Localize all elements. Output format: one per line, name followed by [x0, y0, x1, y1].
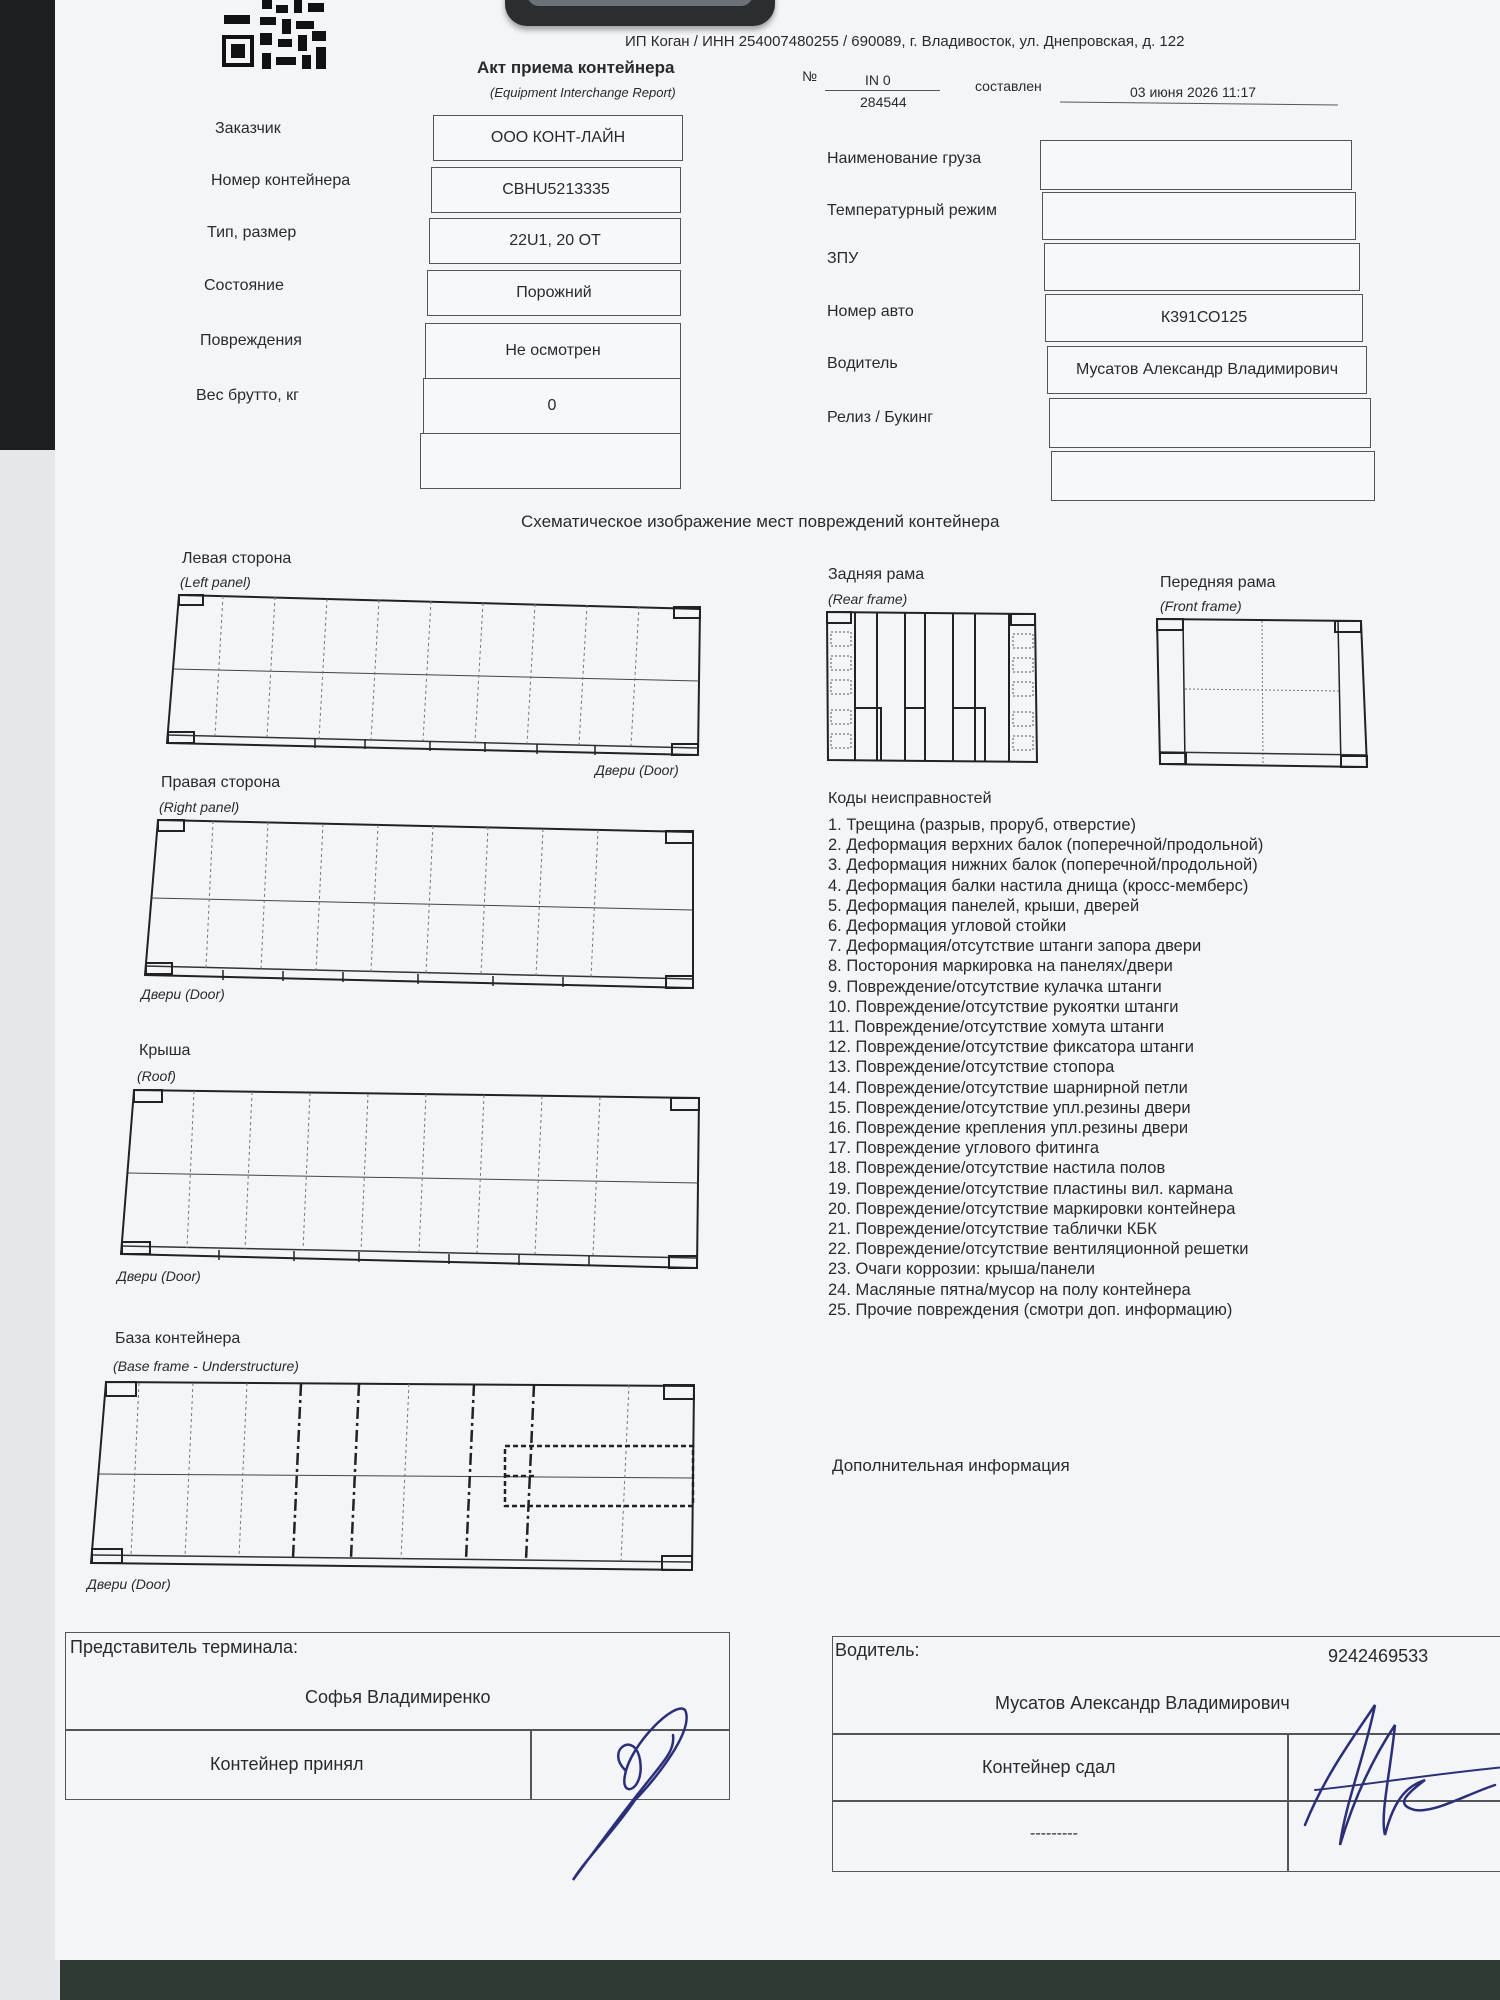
- field-label-customer: Заказчик: [215, 120, 281, 137]
- defect-code-item: 4. Деформация балки настила днища (кросс-мемберс): [828, 876, 1249, 895]
- field-label-vehicle-number: Номер авто: [827, 303, 914, 320]
- field-value-release-booking: [1049, 398, 1371, 448]
- terminal-signature-icon: [565, 1690, 735, 1890]
- defect-code-item: 5. Деформация панелей, крыши, дверей: [828, 896, 1140, 915]
- defect-code-item: 9. Повреждение/отсутствие кулачка штанги: [828, 977, 1162, 996]
- defect-code-item: 3. Деформация нижних балок (поперечной/продольной): [828, 856, 1258, 875]
- number-underline: [825, 90, 940, 91]
- left-panel-door: Двери (Door): [595, 762, 679, 778]
- defect-code-item: 20. Повреждение/отсутствие маркировки контейнера: [828, 1199, 1236, 1218]
- number-sub: 284544: [860, 94, 907, 110]
- defect-code-item: 15. Повреждение/отсутствие упл.резины двери: [828, 1098, 1191, 1117]
- roof-label: Крыша: [139, 1042, 191, 1059]
- front-frame-sub: (Front frame): [1160, 598, 1242, 614]
- field-value-state: Порожний: [427, 270, 681, 316]
- rear-frame-diagram: [825, 610, 1040, 765]
- defect-codes-title: Коды неисправностей: [828, 790, 992, 807]
- field-label-gross-weight: Вес брутто, кг: [196, 387, 299, 404]
- terminal-rep-action: Контейнер принял: [210, 1754, 364, 1774]
- right-panel-label: Правая сторона: [161, 774, 281, 791]
- defect-code-item: 1. Трещина (разрыв, проруб, отверстие): [828, 816, 1137, 834]
- defect-code-item: 10. Повреждение/отсутствие рукоятки штанги: [828, 997, 1179, 1016]
- document-page: [55, 0, 1500, 1960]
- defect-code-item: 23. Очаги коррозии: крыша/панели: [828, 1260, 1095, 1279]
- field-value-vehicle-number: К391СО125: [1045, 294, 1363, 342]
- right-panel-sub: (Right panel): [159, 799, 240, 815]
- rear-frame-sub: (Rear frame): [828, 591, 908, 607]
- field-value-type-size: 22U1, 20 OT: [429, 218, 681, 264]
- driver-phone: 9242469533: [1328, 1646, 1429, 1666]
- field-label-container-number: Номер контейнера: [211, 172, 351, 189]
- composed-label: составлен: [975, 78, 1042, 94]
- additional-info-label: Дополнительная информация: [832, 1456, 1070, 1475]
- field-label-type-size: Тип, размер: [207, 224, 297, 241]
- field-label-driver: Водитель: [827, 355, 898, 372]
- driver-signature-icon: [1295, 1695, 1500, 1855]
- defect-code-item: 17. Повреждение углового фитинга: [828, 1139, 1100, 1158]
- right-panel-diagram: [143, 818, 703, 993]
- defect-code-item: 6. Деформация угловой стойки: [828, 917, 1067, 936]
- field-value-temperature: [1042, 192, 1356, 240]
- schematic-title: Схематическое изображение мест повреждений контейнера: [521, 512, 1000, 531]
- roof-door: Двери (Door): [117, 1268, 201, 1284]
- defect-code-item: 25. Прочие повреждения (смотри доп. информацию): [828, 1300, 1233, 1319]
- left-panel-diagram: [165, 595, 705, 760]
- terminal-rep-title: Представитель терминала:: [70, 1637, 299, 1657]
- roof-sub: (Roof): [137, 1068, 176, 1084]
- field-label-damage: Повреждения: [200, 332, 302, 349]
- rear-frame-label: Задняя рама: [828, 566, 925, 583]
- document-title: Акт приема контейнера: [477, 58, 675, 77]
- base-door: Двери (Door): [87, 1576, 171, 1592]
- front-frame-diagram: [1155, 617, 1370, 769]
- field-value-customer: ООО КОНТ-ЛАЙН: [433, 115, 683, 161]
- field-value-driver: Мусатов Александр Владимирович: [1047, 346, 1367, 394]
- defect-code-item: 13. Повреждение/отсутствие стопора: [828, 1058, 1115, 1077]
- left-panel-label: Левая сторона: [182, 550, 292, 567]
- driver-sign-action: Контейнер сдал: [982, 1757, 1116, 1777]
- composed-value: 03 июня 2026 11:17: [1130, 84, 1257, 100]
- desk-surface: [0, 450, 60, 2000]
- terminal-rep-name: Софья Владимиренко: [305, 1687, 491, 1707]
- field-value-damage: Не осмотрен: [425, 323, 681, 379]
- defect-code-item: 18. Повреждение/отсутствие настила полов: [828, 1159, 1166, 1178]
- defect-code-item: 19. Повреждение/отсутствие пластины вил. кармана: [828, 1179, 1233, 1198]
- base-sub: (Base frame - Understructure): [113, 1358, 299, 1374]
- field-value-extra-left: [420, 433, 681, 489]
- field-label-temperature: Температурный режим: [827, 202, 997, 219]
- defect-code-item: 24. Масляные пятна/мусор на полу контейнера: [828, 1280, 1191, 1299]
- number-label: №: [802, 68, 818, 84]
- defect-code-item: 16. Повреждение крепления упл.резины двери: [828, 1119, 1189, 1138]
- composed-underline: [1060, 102, 1338, 106]
- defect-code-item: 8. Посторония маркировка на панелях/двери: [828, 957, 1173, 976]
- roof-diagram: [119, 1088, 709, 1273]
- field-label-state: Состояние: [204, 277, 284, 294]
- company-line: ИП Коган / ИНН 254007480255 / 690089, г. Владивосток, ул. Днепровская, д. 122: [625, 33, 1185, 50]
- defect-code-item: 11. Повреждение/отсутствие хомута штанги: [828, 1018, 1165, 1037]
- field-label-release-booking: Релиз / Букинг: [827, 409, 934, 426]
- qr-code-icon: [220, 0, 330, 75]
- driver-sign-title: Водитель:: [835, 1640, 920, 1660]
- defect-code-item: 22. Повреждение/отсутствие вентиляционной решетки: [828, 1240, 1249, 1259]
- desk-background: [0, 0, 60, 450]
- base-label: База контейнера: [115, 1330, 241, 1347]
- clipboard-clip: [505, 0, 775, 26]
- defect-code-item: 12. Повреждение/отсутствие фиксатора штанги: [828, 1038, 1194, 1057]
- defect-code-item: 2. Деформация верхних балок (поперечной/продольной): [828, 836, 1264, 855]
- field-label-seal: ЗПУ: [827, 250, 859, 267]
- defect-code-item: 7. Деформация/отсутствие штанги запора двери: [828, 937, 1202, 956]
- defect-code-item: 14. Повреждение/отсутствие шарнирной петли: [828, 1078, 1188, 1097]
- field-value-seal: [1044, 243, 1360, 291]
- left-panel-sub: (Left panel): [180, 574, 251, 590]
- number-value: IN 0: [865, 72, 891, 88]
- driver-sign-dashes: ---------: [1030, 1825, 1078, 1842]
- field-value-extra-right: [1051, 451, 1375, 501]
- front-frame-label: Передняя рама: [1160, 574, 1276, 591]
- field-value-container-number: CBHU5213335: [431, 167, 681, 213]
- defect-codes-list: [828, 815, 1263, 1320]
- base-diagram: [89, 1380, 709, 1575]
- defect-code-item: 21. Повреждение/отсутствие таблички КБК: [828, 1220, 1157, 1239]
- field-value-gross-weight: 0: [423, 378, 681, 434]
- field-value-cargo-name: [1040, 140, 1352, 190]
- right-panel-door: Двери (Door): [141, 986, 225, 1002]
- field-label-cargo-name: Наименование груза: [827, 150, 982, 167]
- document-subtitle: (Equipment Interchange Report): [490, 85, 676, 100]
- driver-sign-name: Мусатов Александр Владимирович: [995, 1693, 1290, 1713]
